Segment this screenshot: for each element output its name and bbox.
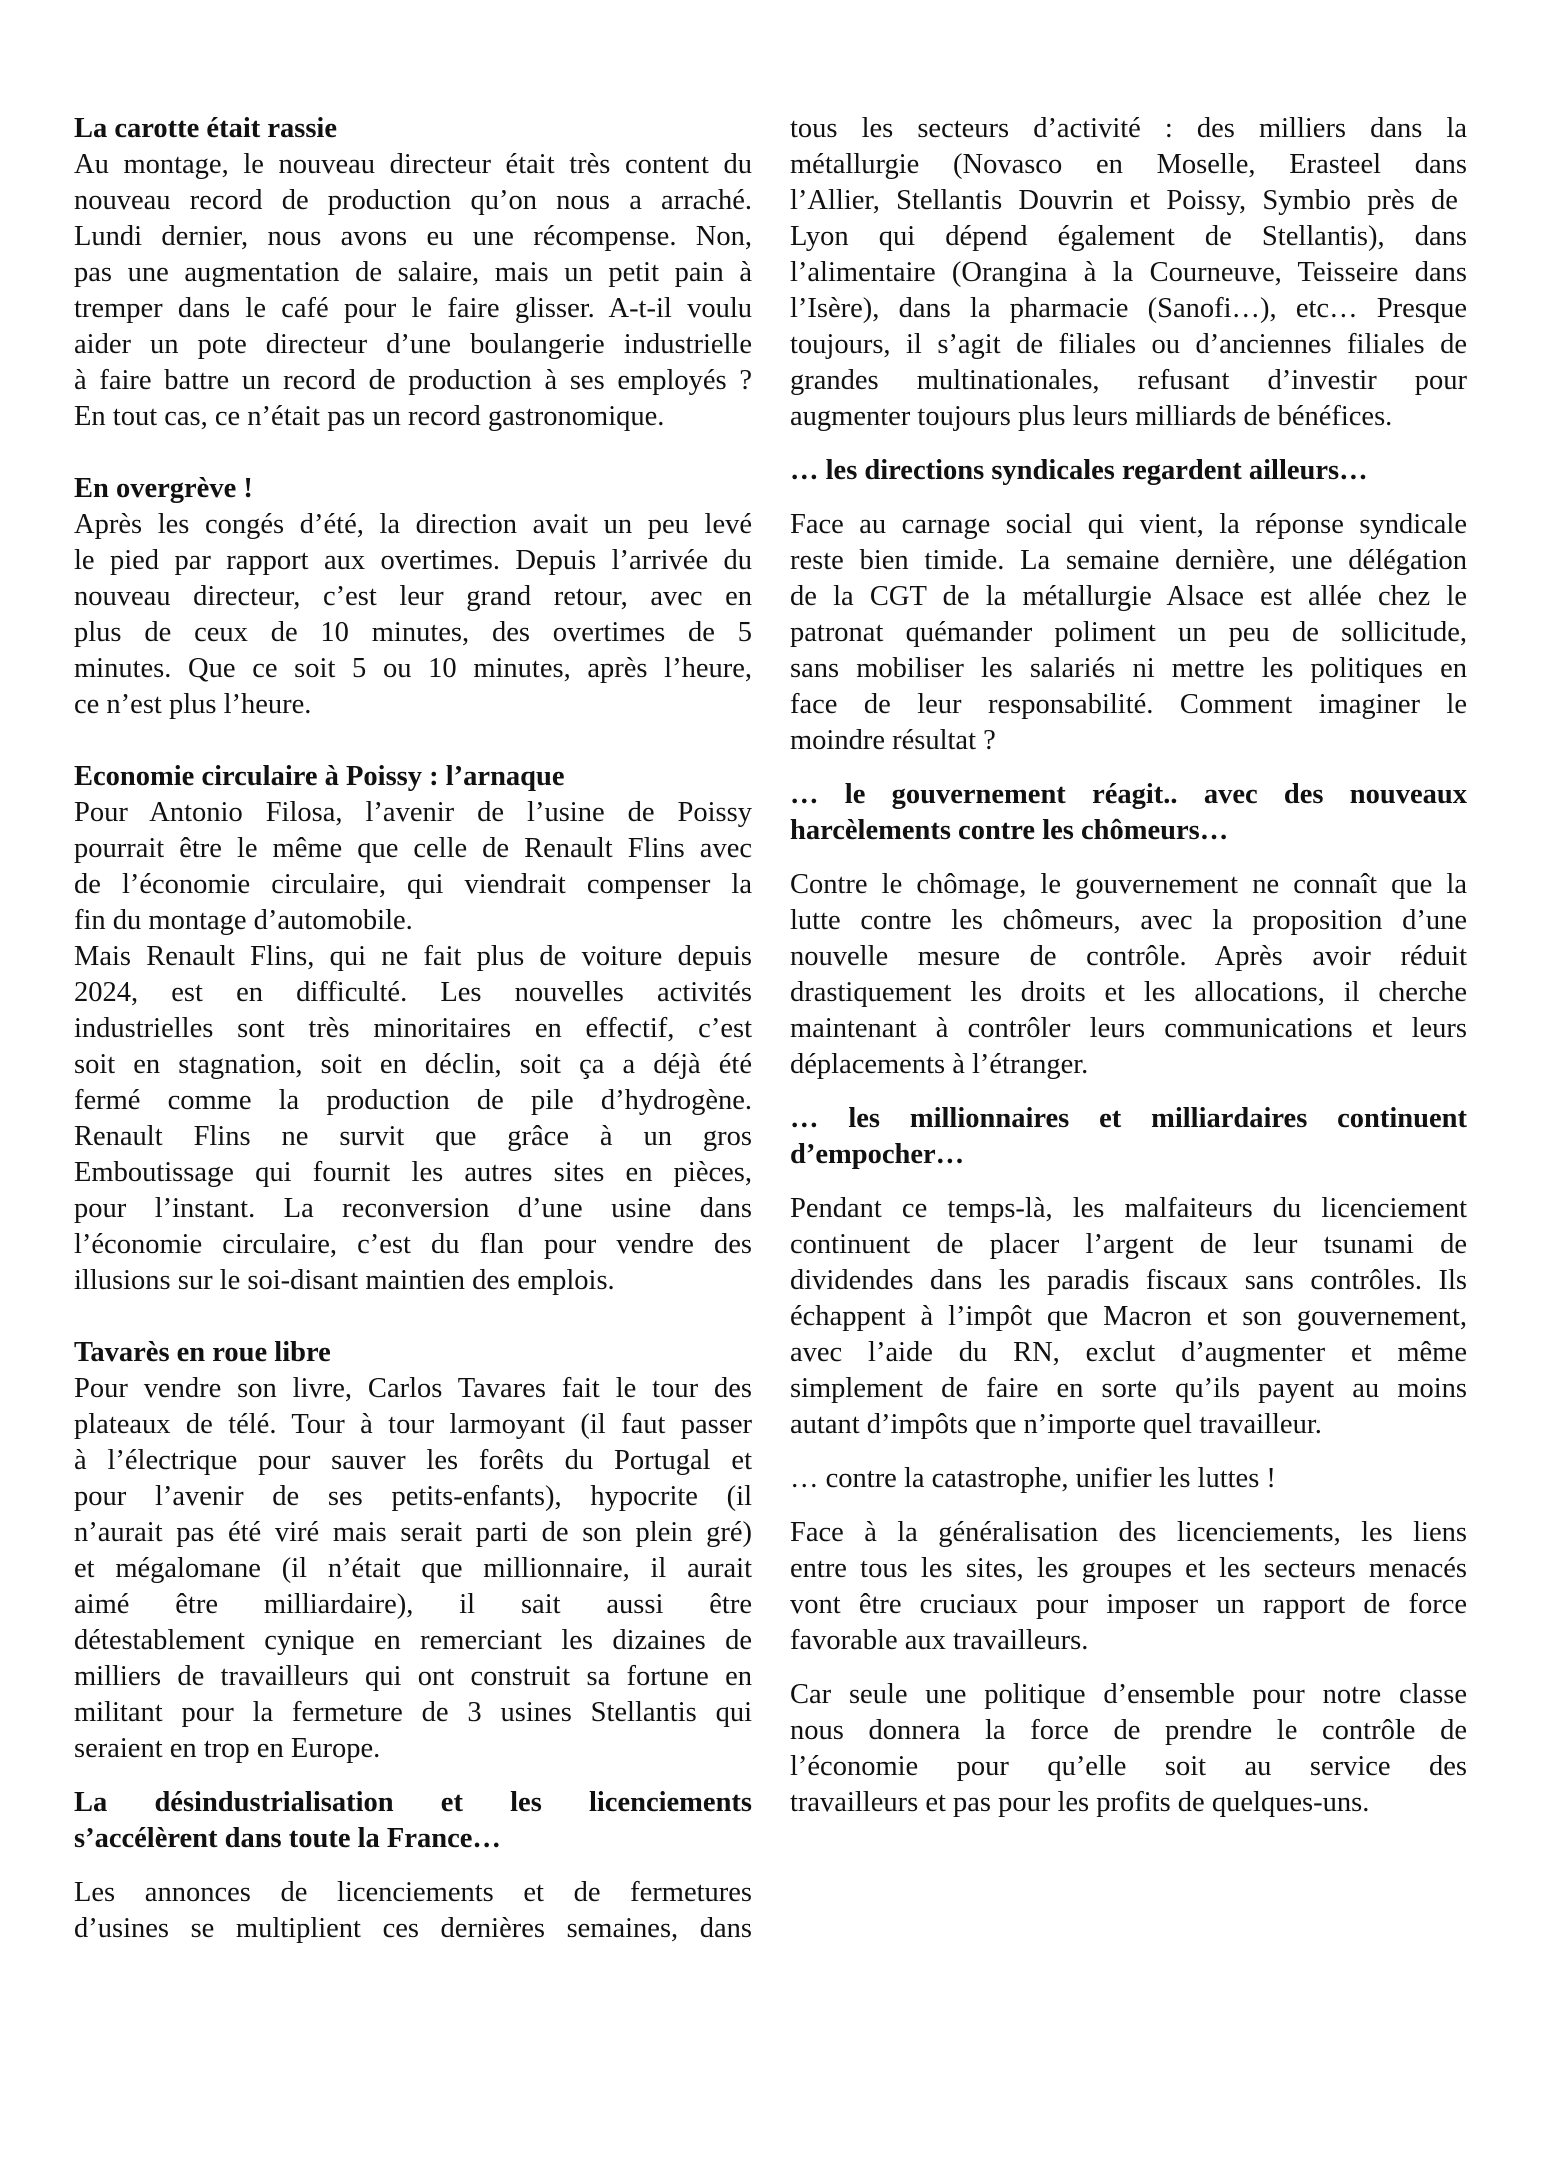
text-line: pourrait être le même que celle de Renault Flins avec <box>74 833 752 864</box>
text-line: entre tous les sites, les groupes et les secteurs menacés <box>790 1553 1467 1584</box>
text-line: En tout cas, ce n’était pas un record gastronomique. <box>74 401 665 432</box>
text-line: avec l’aide du RN, exclut d’augmenter et même <box>790 1337 1467 1368</box>
text-line: … les millionnaires et milliardaires continuent <box>790 1103 1467 1134</box>
text-line: à l’électrique pour sauver les forêts du Portugal et <box>74 1445 752 1476</box>
text-line: à faire battre un record de production à ses employés ? <box>74 365 752 396</box>
article-paragraph <box>790 867 1467 1083</box>
article-paragraph <box>790 1461 1467 1497</box>
article-paragraph <box>74 147 752 435</box>
text-line: pour l’instant. La reconversion d’une usine dans <box>74 1193 752 1224</box>
right-column <box>790 111 1467 1821</box>
text-line: illusions sur le soi-disant maintien des emplois. <box>74 1265 615 1296</box>
text-line: moindre résultat ? <box>790 725 996 756</box>
text-line: reste bien timide. La semaine dernière, une délégation <box>790 545 1467 576</box>
text-line: détestablement cynique en remerciant les dizaines de <box>74 1625 752 1656</box>
text-line: échappent à l’impôt que Macron et son gouvernement, <box>790 1301 1467 1332</box>
text-line: le pied par rapport aux overtimes. Depuis l’arrivée du <box>74 545 752 576</box>
text-line: tous les secteurs d’activité : des milliers dans la <box>790 113 1467 144</box>
text-line: l’Isère), dans la pharmacie (Sanofi…), etc… Presque <box>790 293 1467 324</box>
text-line: métallurgie (Novasco en Moselle, Erasteel dans <box>790 149 1467 180</box>
article-heading <box>74 1785 752 1857</box>
text-line: favorable aux travailleurs. <box>790 1625 1089 1656</box>
spacer <box>790 1443 1467 1461</box>
article-heading <box>74 471 752 507</box>
article-heading <box>74 1335 752 1371</box>
text-line: l’alimentaire (Orangina à la Courneuve, Teisseire dans <box>790 257 1467 288</box>
text-line: patronat quémander poliment un peu de sollicitude, <box>790 617 1467 648</box>
spacer <box>790 435 1467 453</box>
article-heading <box>790 1101 1467 1173</box>
text-line: nouveau directeur, c’est leur grand retour, avec en <box>74 581 752 612</box>
text-line: La carotte était rassie <box>74 113 337 144</box>
spacer <box>74 723 752 759</box>
article-paragraph <box>74 507 752 723</box>
spacer <box>790 489 1467 507</box>
spacer <box>74 1299 752 1335</box>
text-line: plateaux de télé. Tour à tour larmoyant (il faut passer <box>74 1409 752 1440</box>
text-line: autant d’impôts que n’importe quel travailleur. <box>790 1409 1322 1440</box>
spacer <box>74 435 752 471</box>
text-line: de l’économie circulaire, qui viendrait compenser la <box>74 869 752 900</box>
article-heading <box>74 111 752 147</box>
article-paragraph <box>790 1191 1467 1443</box>
text-line: nouvelle mesure de contrôle. Après avoir réduit <box>790 941 1467 972</box>
text-line: Face au carnage social qui vient, la réponse syndicale <box>790 509 1467 540</box>
text-line: 2024, est en difficulté. Les nouvelles activités <box>74 977 752 1008</box>
text-line: lutte contre les chômeurs, avec la proposition d’une <box>790 905 1467 936</box>
text-line: dividendes dans les paradis fiscaux sans contrôles. Ils <box>790 1265 1467 1296</box>
text-line: soit en stagnation, soit en déclin, soit ça a déjà été <box>74 1049 752 1080</box>
spacer <box>74 1857 752 1875</box>
spacer <box>790 1497 1467 1515</box>
text-line: industrielles sont très minoritaires en effectif, c’est <box>74 1013 752 1044</box>
spacer <box>790 1083 1467 1101</box>
text-line: militant pour la fermeture de 3 usines Stellantis qui <box>74 1697 752 1728</box>
text-line: Au montage, le nouveau directeur était très content du <box>74 149 752 180</box>
text-line: Après les congés d’été, la direction avait un peu levé <box>74 509 752 540</box>
text-line: maintenant à contrôler leurs communications et leurs <box>790 1013 1467 1044</box>
text-line: Tavarès en roue libre <box>74 1337 331 1368</box>
text-line: Les annonces de licenciements et de fermetures <box>74 1877 752 1908</box>
article-paragraph <box>74 1371 752 1767</box>
text-line: … le gouvernement réagit.. avec des nouveaux <box>790 779 1467 810</box>
text-line: plus de ceux de 10 minutes, des overtimes de 5 <box>74 617 752 648</box>
text-line: En overgrève ! <box>74 473 253 504</box>
spacer <box>790 849 1467 867</box>
text-line: … contre la catastrophe, unifier les luttes ! <box>790 1463 1276 1494</box>
text-line: La désindustrialisation et les licenciements <box>74 1787 752 1818</box>
text-line: Pour Antonio Filosa, l’avenir de l’usine de Poissy <box>74 797 752 828</box>
article-heading <box>790 777 1467 849</box>
text-line: seraient en trop en Europe. <box>74 1733 381 1764</box>
text-line: et mégalomane (il n’était que millionnaire, il aurait <box>74 1553 752 1584</box>
text-line: Emboutissage qui fournit les autres sites en pièces, <box>74 1157 752 1188</box>
text-line: d’empocher… <box>790 1139 965 1170</box>
text-line: fin du montage d’automobile. <box>74 905 413 936</box>
article-heading <box>74 759 752 795</box>
text-line: harcèlements contre les chômeurs… <box>790 815 1229 846</box>
article-paragraph <box>74 1875 752 1947</box>
text-line: tremper dans le café pour le faire glisser. A-t-il voulu <box>74 293 752 324</box>
article-paragraph <box>790 507 1467 759</box>
text-line: d’usines se multiplient ces dernières semaines, dans <box>74 1913 752 1944</box>
text-line: n’aurait pas été viré mais serait parti de son plein gré) <box>74 1517 752 1548</box>
text-line: nouveau record de production qu’on nous a arraché. <box>74 185 752 216</box>
text-line: ce n’est plus l’heure. <box>74 689 312 720</box>
text-line: de la CGT de la métallurgie Alsace est allée chez le <box>790 581 1467 612</box>
text-line: l’économie circulaire, c’est du flan pour vendre des <box>74 1229 752 1260</box>
text-line: travailleurs et pas pour les profits de quelques-uns. <box>790 1787 1370 1818</box>
text-line: Renault Flins ne survit que grâce à un gros <box>74 1121 752 1152</box>
article-paragraph <box>74 795 752 939</box>
spacer <box>790 1659 1467 1677</box>
spacer <box>74 1767 752 1785</box>
text-line: nous donnera la force de prendre le contrôle de <box>790 1715 1467 1746</box>
text-line: milliers de travailleurs qui ont construit sa fortune en <box>74 1661 752 1692</box>
text-line: grandes multinationales, refusant d’investir pour <box>790 365 1467 396</box>
text-line: déplacements à l’étranger. <box>790 1049 1089 1080</box>
text-line: Lyon qui dépend également de Stellantis), dans <box>790 221 1467 252</box>
text-line: s’accélèrent dans toute la France… <box>74 1823 501 1854</box>
text-line: fermé comme la production de pile d’hydrogène. <box>74 1085 752 1116</box>
text-line: Pour vendre son livre, Carlos Tavares fait le tour des <box>74 1373 752 1404</box>
spacer <box>790 759 1467 777</box>
text-line: Mais Renault Flins, qui ne fait plus de voiture depuis <box>74 941 752 972</box>
text-line: Car seule une politique d’ensemble pour notre classe <box>790 1679 1467 1710</box>
text-line: face de leur responsabilité. Comment imaginer le <box>790 689 1467 720</box>
text-line: aider un pote directeur d’une boulangerie industrielle <box>74 329 752 360</box>
left-column <box>74 111 752 1947</box>
text-line: Contre le chômage, le gouvernement ne connaît que la <box>790 869 1467 900</box>
text-line: simplement de faire en sorte qu’ils payent au moins <box>790 1373 1467 1404</box>
text-line: Economie circulaire à Poissy : l’arnaque <box>74 761 565 792</box>
text-line: toujours, il s’agit de filiales ou d’anciennes filiales de <box>790 329 1467 360</box>
text-line: continuent de placer l’argent de leur tsunami de <box>790 1229 1467 1260</box>
text-line: Face à la généralisation des licenciements, les liens <box>790 1517 1467 1548</box>
text-line: Pendant ce temps-là, les malfaiteurs du licenciement <box>790 1193 1467 1224</box>
text-line: … les directions syndicales regardent ailleurs… <box>790 455 1368 486</box>
text-line: l’Allier, Stellantis Douvrin et Poissy, Symbio près de <box>790 185 1458 216</box>
article-paragraph <box>790 1515 1467 1659</box>
article-heading <box>790 453 1467 489</box>
spacer <box>790 1173 1467 1191</box>
text-line: sans mobiliser les salariés ni mettre les politiques en <box>790 653 1467 684</box>
text-line: pas une augmentation de salaire, mais un petit pain à <box>74 257 752 288</box>
article-paragraph <box>74 939 752 1299</box>
text-line: minutes. Que ce soit 5 ou 10 minutes, après l’heure, <box>74 653 752 684</box>
text-line: l’économie pour qu’elle soit au service des <box>790 1751 1467 1782</box>
text-line: aimé être milliardaire), il sait aussi être <box>74 1589 752 1620</box>
text-line: augmenter toujours plus leurs milliards de bénéfices. <box>790 401 1393 432</box>
text-line: Lundi dernier, nous avons eu une récompense. Non, <box>74 221 752 252</box>
article-paragraph <box>790 1677 1467 1821</box>
text-line: pour l’avenir de ses petits-enfants), hypocrite (il <box>74 1481 752 1512</box>
article-paragraph <box>790 111 1467 435</box>
text-line: drastiquement les droits et les allocations, il cherche <box>790 977 1467 1008</box>
text-line: vont être cruciaux pour imposer un rapport de force <box>790 1589 1467 1620</box>
